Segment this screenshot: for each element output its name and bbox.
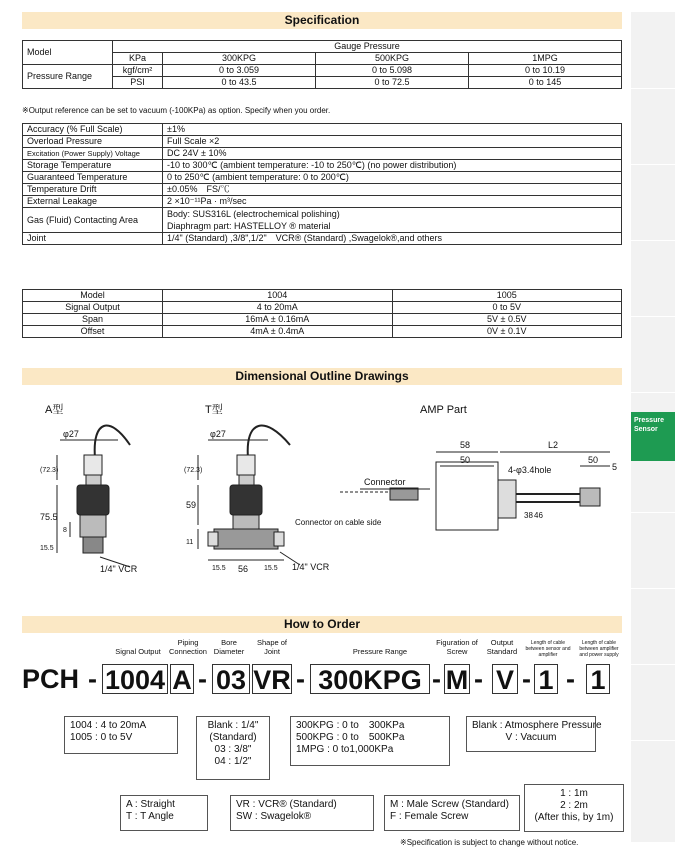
t-56: 56: [238, 564, 249, 574]
contact-diaphragm: Diaphragm part: HASTELLOY ® material: [167, 221, 331, 231]
t-155-left: 15.5: [212, 565, 226, 572]
contact-body: Body: SUS316L (electrochemical polishing): [167, 209, 340, 219]
sidebar-divider: [631, 512, 675, 513]
a-155: 15.5: [40, 545, 54, 552]
code-dash: -: [198, 664, 207, 694]
amp-46: 46: [534, 511, 543, 520]
t-155-right: 15.5: [264, 565, 278, 572]
specification-heading: Specification: [22, 12, 622, 29]
t-port-right: [274, 532, 284, 546]
row-label: Span: [23, 314, 163, 326]
spec-value: 0 to 250℃ (ambient temperature: 0 to 200℃): [163, 172, 622, 184]
a-vcr-label: 1/4" VCR: [100, 564, 138, 574]
cable-options: 1 : 1m 2 : 2m (After this, by 1m): [524, 784, 624, 832]
model-label: Model: [23, 290, 163, 302]
spec-value: DC 24V ± 10%: [163, 148, 622, 160]
code-piping: A: [170, 664, 194, 694]
col-header: 1004: [163, 290, 393, 302]
pressure-range-label: Pressure Range: [23, 65, 113, 89]
header-screw: Figuration of Screw: [436, 638, 478, 656]
spec-value: 2 ×10⁻¹¹Pa · m³/sec: [163, 196, 622, 208]
spec-label: Gas (Fluid) Contacting Area: [23, 208, 163, 233]
code-screw: M: [445, 665, 469, 695]
t-lower: [233, 515, 259, 529]
header-bore: Bore Diameter: [213, 638, 245, 656]
code-dash: -: [432, 664, 441, 694]
sidebar-tab-label: Pressure Sensor: [634, 417, 664, 433]
code-signal: 1004: [102, 664, 168, 694]
model-label: Model: [23, 41, 113, 65]
kpa-label: KPa: [113, 53, 163, 65]
code-dash: -: [566, 664, 575, 694]
a-body: [77, 485, 109, 515]
table-cell: 5V ± 0.5V: [392, 314, 622, 326]
code-dash: -: [88, 664, 97, 694]
amp-50b: 50: [588, 455, 599, 465]
t-nut: [237, 455, 255, 475]
code-prefix: PCH: [22, 664, 80, 694]
vacuum-note: ※Output reference can be set to vacuum (-100KPa) as option. Specify when you order.: [22, 106, 331, 115]
sidebar-divider: [631, 240, 675, 241]
t-block: [214, 529, 278, 549]
drawings-heading: Dimensional Outline Drawings: [22, 368, 622, 385]
header-signal: Signal Output: [115, 647, 161, 656]
a-cable: [95, 426, 130, 458]
a-nut: [84, 455, 102, 475]
header-shape: Shape of Joint: [256, 638, 288, 656]
amp-cable-end: [580, 488, 600, 506]
amp-gland: [498, 480, 516, 518]
sidebar-divider: [631, 740, 675, 741]
t-59: 59: [186, 500, 197, 510]
table-cell: 4mA ± 0.4mA: [163, 326, 393, 338]
piping-options: A : Straight T : T Angle: [120, 795, 208, 831]
a-phi27: φ27: [63, 429, 79, 439]
spec-value: 1/4" (Standard) ,3/8",1/2" VCR® (Standard) ,Swagelok®,and others: [163, 233, 622, 245]
sidebar-tab-pressure-sensor[interactable]: [631, 412, 675, 461]
header-range: Pressure Range: [352, 647, 408, 656]
drawing-labels: [40, 402, 617, 574]
footnote: ※Specification is subject to change without notice.: [400, 838, 579, 847]
amp-5: 5: [612, 462, 618, 472]
code-dash: -: [522, 664, 531, 694]
table-cell: 0 to 5.098: [316, 65, 469, 77]
header-standard: Output Standard: [486, 638, 518, 656]
psi-label: PSI: [113, 77, 163, 89]
code-joint: VR: [253, 665, 291, 695]
sidebar-divider: [631, 392, 675, 393]
table-cell: 0 to 72.5: [316, 77, 469, 89]
table-cell: 0 to 3.059: [163, 65, 316, 77]
header-cable2: Length of cable between amplifier and power supply: [579, 640, 619, 658]
col-header: 1005: [392, 290, 622, 302]
t-cable: [248, 426, 290, 458]
joint-options: VR : VCR® (Standard) SW : Swagelok®: [230, 795, 374, 831]
header-cable1: Length of cable between sensor and amplifier: [525, 640, 571, 658]
code-cable1: 1: [534, 664, 558, 694]
amp-hole: 4-φ3.4hole: [508, 465, 552, 475]
spec-label: Temperature Drift: [23, 184, 163, 196]
spec-value: ±1%: [163, 124, 622, 136]
sidebar-divider: [631, 664, 675, 665]
row-label: Signal Output: [23, 302, 163, 314]
code-dash: -: [296, 664, 305, 694]
spec-label: External Leakage: [23, 196, 163, 208]
code-bore: 03: [212, 664, 250, 694]
spec-label: Excitation (Power Supply) Voltage: [23, 148, 163, 160]
code-standard: V: [492, 664, 518, 694]
table-cell: 0 to 145: [469, 77, 622, 89]
code-cable2: 1: [586, 664, 610, 694]
sidebar-divider: [631, 316, 675, 317]
signal-options: 1004 : 4 to 20mA 1005 : 0 to 5V: [64, 716, 178, 754]
a-755: 75.5: [40, 512, 58, 522]
col-header: 500KPG: [316, 53, 469, 65]
amp-l2: L2: [548, 440, 559, 450]
a-neck: [86, 475, 101, 485]
spec-label: Guaranteed Temperature: [23, 172, 163, 184]
col-header: 1MPG: [469, 53, 622, 65]
sidebar-index: [631, 12, 675, 842]
sidebar-divider: [631, 164, 675, 165]
a-fitting: [83, 537, 103, 553]
kgf-label: kgf/cm²: [113, 65, 163, 77]
code-dash: -: [474, 664, 483, 694]
a-lower: [80, 515, 106, 537]
amp-50: 50: [460, 455, 471, 465]
connector-label: Connector: [364, 477, 406, 487]
bore-options: Blank : 1/4" (Standard) 03 : 3/8" 04 : 1/2": [196, 716, 270, 780]
header-piping: Piping Connection: [169, 638, 207, 656]
connector-cable-label: Connector on cable side: [295, 518, 382, 527]
amp-part-label: AMP Part: [420, 404, 467, 416]
gauge-pressure-label: Gauge Pressure: [113, 41, 622, 53]
table-cell: 0 to 10.19: [469, 65, 622, 77]
standard-options: Blank : Atmosphere Pressure V : Vacuum: [466, 716, 596, 752]
table-cell: 0 to 43.5: [163, 77, 316, 89]
spec-label: Accuracy (% Full Scale): [23, 124, 163, 136]
t-vcr-label: 1/4" VCR: [292, 562, 330, 572]
t-type-label: T型: [205, 404, 223, 416]
t-11: 11: [186, 539, 194, 546]
spec-value: Full Scale ×2: [163, 136, 622, 148]
table-cell: 16mA ± 0.16mA: [163, 314, 393, 326]
table-cell: 4 to 20mA: [163, 302, 393, 314]
t-723: (72.3): [184, 467, 203, 474]
t-body: [230, 485, 262, 515]
connector-body: [390, 488, 418, 500]
col-header: 300KPG: [163, 53, 316, 65]
spec-value: ±0.05% FS/℃: [163, 184, 622, 196]
amp-38: 38: [524, 511, 533, 520]
screw-options: M : Male Screw (Standard) F : Female Screw: [384, 795, 520, 831]
a-723: (72.3): [40, 467, 59, 474]
table-cell: 0 to 5V: [392, 302, 622, 314]
amp-housing: [436, 462, 498, 530]
spec-label: Storage Temperature: [23, 160, 163, 172]
code-range: 300KPG: [310, 664, 430, 694]
how-to-order-heading: How to Order: [22, 616, 622, 633]
a-8: 8: [63, 527, 67, 534]
sidebar-divider: [631, 88, 675, 89]
spec-label: Overload Pressure: [23, 136, 163, 148]
spec-label: Joint: [23, 233, 163, 245]
table-cell: 0V ± 0.1V: [392, 326, 622, 338]
sidebar-divider: [631, 588, 675, 589]
t-neck: [239, 475, 254, 485]
row-label: Offset: [23, 326, 163, 338]
spec-value: -10 to 300℃ (ambient temperature: -10 to 250℃) (no power distribution): [163, 160, 622, 172]
amp-58: 58: [460, 440, 471, 450]
range-options: 300KPG : 0 to 300KPa 500KPG : 0 to 500KPa 1MPG : 0 to1,000KPa: [290, 716, 450, 766]
t-port-left: [208, 532, 218, 546]
a-type-label: A型: [45, 404, 64, 416]
t-phi27: φ27: [210, 429, 226, 439]
